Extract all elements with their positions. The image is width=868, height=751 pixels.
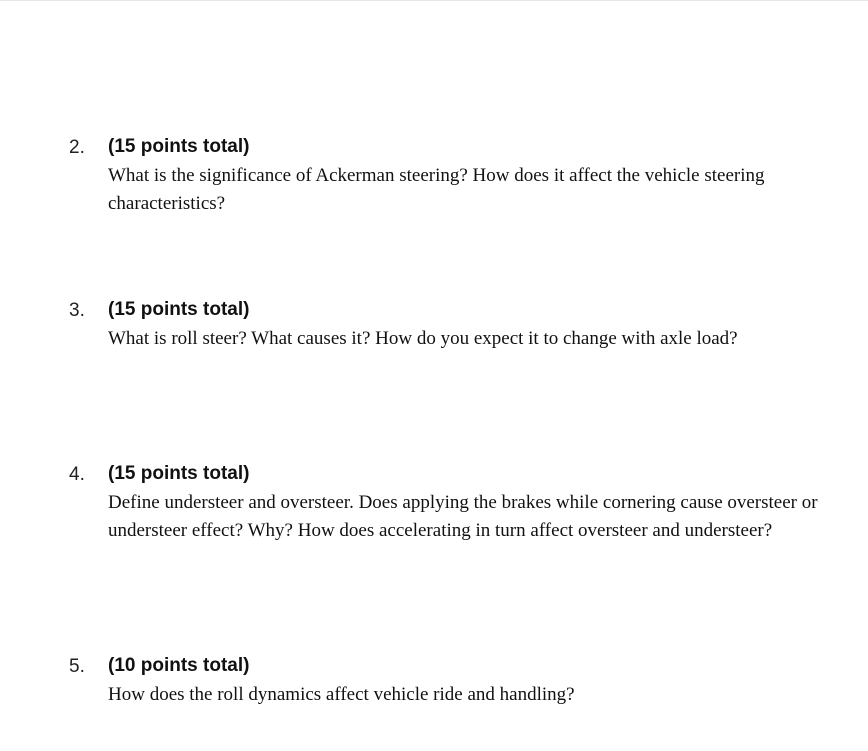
question-points: (15 points total) (108, 463, 250, 484)
question-number: 3. (69, 300, 85, 321)
question-points: (15 points total) (108, 136, 250, 157)
question-points: (10 points total) (108, 655, 250, 676)
question-number: 4. (69, 464, 85, 485)
question-number: 2. (69, 137, 85, 158)
top-divider (0, 0, 868, 1)
question-text: What is roll steer? What causes it? How do you expect it to change with axle load? (108, 328, 738, 349)
question-text: How does the roll dynamics affect vehicle ride and handling? (108, 684, 575, 705)
question-text: What is the significance of Ackerman steering? How does it affect the vehicle steering characteristics? (108, 165, 765, 214)
question-points: (15 points total) (108, 299, 250, 320)
question-text: Define understeer and oversteer. Does applying the brakes while cornering cause oversteer or understeer effect? Why? How does accelerating in turn affect oversteer and understeer? (108, 492, 818, 541)
question-number: 5. (69, 656, 85, 677)
